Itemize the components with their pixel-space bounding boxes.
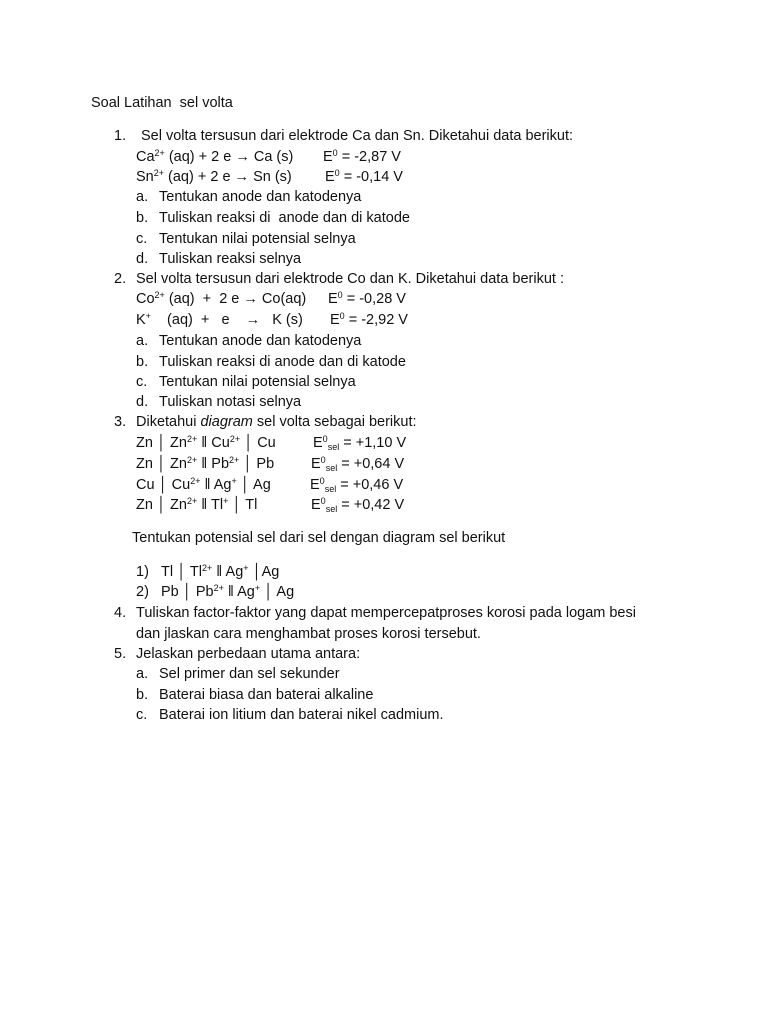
q5-text: Jelaskan perbedaan utama antara:: [136, 646, 361, 662]
q2-item-a-label: a.: [136, 333, 149, 349]
q3-cell-potential-1: $E^0_{sel} = +1,10$ V: [313, 434, 407, 452]
q1-item-c-label: c.: [136, 231, 148, 247]
q1-potential-1: $E^0 = -2,87$ V: [323, 148, 401, 165]
q3-cell-diagram-1: Zn │ $Zn^{2+}$ ‖ $Cu^{2+}$ │ Cu: [136, 434, 276, 451]
q3-cell-potential-2: $E^0_{sel} = +0,64$ V: [311, 455, 405, 473]
q4-text-line-1: Tuliskan factor-faktor yang dapat mempercepatproses korosi pada logam besi: [136, 605, 636, 621]
q3-cell-diagram-4: Zn │ $Zn^{2+}$ ‖ Tl+ │ Tl: [136, 496, 258, 513]
q3-text: Diketahui diagram sel volta sebagai berikut:: [136, 414, 417, 430]
q2-item-d-label: d.: [136, 394, 149, 410]
q5-item-a-label: a.: [136, 666, 149, 682]
q2-number: 2.: [114, 271, 127, 287]
q1-potential-2: $E^0 = -0,14$ V: [325, 168, 403, 185]
q3-cell-diagram-2: Zn │ $Zn^{2+}$ ‖ $Pb^{2+}$ │ Pb: [136, 455, 275, 472]
q2-item-c: Tentukan nilai potensial selnya: [159, 374, 356, 390]
q5-item-b-label: b.: [136, 687, 149, 703]
q3-sub-2-number: 2): [136, 584, 149, 600]
q3-sub-1-diagram: Tl │ $Tl^{2+}$ ‖ Ag+ │Ag: [161, 563, 280, 580]
q1-reaction-1: $Ca^{2+}$ (aq) + 2 e → Ca (s): [136, 148, 294, 165]
document-title: Soal Latihan sel volta: [91, 95, 233, 111]
q1-item-b-label: b.: [136, 210, 149, 226]
q4-text-line-2: dan jlaskan cara menghambat proses korosi tersebut.: [136, 626, 481, 642]
q1-item-d-label: d.: [136, 251, 149, 267]
q2-potential-2: $E^0 = -2,92$ V: [330, 311, 408, 328]
q3-cell-potential-4: $E^0_{sel} = +0,42$ V: [311, 496, 405, 514]
q5-number: 5.: [114, 646, 127, 662]
q3-number: 3.: [114, 414, 127, 430]
q2-item-b: Tuliskan reaksi di anode dan di katode: [159, 354, 406, 370]
q1-item-b: Tuliskan reaksi di anode dan di katode: [159, 210, 410, 226]
q5-item-c: Baterai ion litium dan baterai nikel cadmium.: [159, 707, 444, 723]
q5-item-a: Sel primer dan sel sekunder: [159, 666, 340, 682]
q3-cell-potential-3: $E^0_{sel} = +0,46$ V: [310, 476, 404, 494]
q1-item-a-label: a.: [136, 189, 149, 205]
q1-item-c: Tentukan nilai potensial selnya: [159, 231, 356, 247]
q2-item-b-label: b.: [136, 354, 149, 370]
q2-item-d: Tuliskan notasi selnya: [159, 394, 302, 410]
q1-text: Sel volta tersusun dari elektrode Ca dan Sn. Diketahui data berikut:: [141, 128, 574, 144]
q3-instruction: Tentukan potensial sel dari sel dengan diagram sel berikut: [132, 530, 506, 546]
q1-number: 1.: [114, 128, 127, 144]
q2-reaction-2: K+ (aq) + e → K (s): [136, 311, 303, 328]
q4-number: 4.: [114, 605, 127, 621]
q2-potential-1: $E^0 = -0,28$ V: [328, 290, 406, 307]
q1-reaction-2: $Sn^{2+}$ (aq) + 2 e → Sn (s): [136, 168, 292, 185]
q2-item-a: Tentukan anode dan katodenya: [159, 333, 362, 349]
q5-item-b: Baterai biasa dan baterai alkaline: [159, 687, 374, 703]
q3-cell-diagram-3: Cu │ $Cu^{2+}$ ‖ Ag+ │ Ag: [136, 476, 271, 493]
q3-sub-2-diagram: Pb │ $Pb^{2+}$ ‖ Ag+ │ Ag: [161, 583, 295, 600]
q1-item-a: Tentukan anode dan katodenya: [159, 189, 362, 205]
q5-item-c-label: c.: [136, 707, 148, 723]
q1-item-d: Tuliskan reaksi selnya: [159, 251, 302, 267]
q3-sub-1-number: 1): [136, 564, 149, 580]
q2-reaction-1: $Co^{2+}$ (aq) + 2 e → Co(aq): [136, 290, 307, 307]
q2-text: Sel volta tersusun dari elektrode Co dan K. Diketahui data berikut :: [136, 271, 564, 287]
q2-item-c-label: c.: [136, 374, 148, 390]
